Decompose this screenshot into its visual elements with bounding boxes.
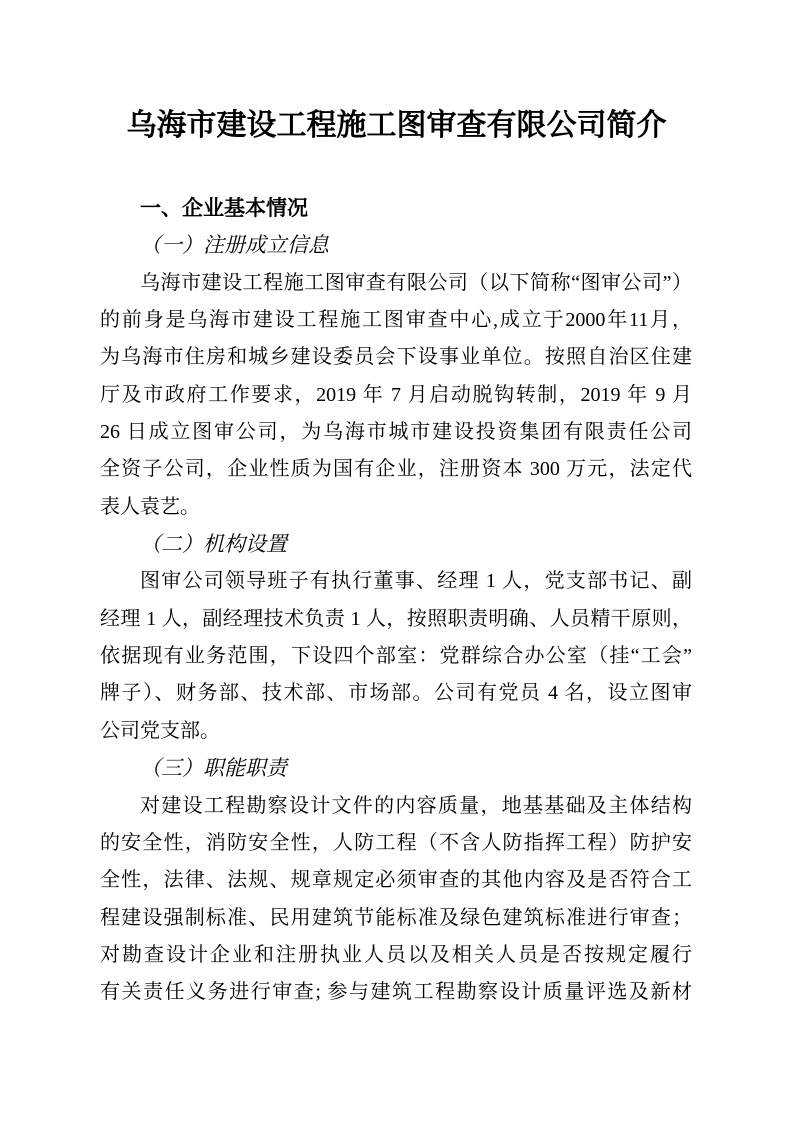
section-organization	[100, 526, 692, 750]
document-title: 乌海市建设工程施工图审查有限公司简介	[126, 109, 667, 142]
text-line: 公司党支部。	[100, 719, 220, 742]
section-1-heading: （一）注册成立信息	[140, 233, 329, 258]
text-line: 对勘查设计企业和注册执业人员以及相关人员是否按规定履行	[100, 943, 692, 966]
document-body	[100, 190, 692, 1012]
text-line: 牌子）、财务部、技术部、市场部。公司有党员 4 名，设立图审	[100, 682, 692, 705]
section-2-paragraph	[100, 563, 692, 750]
text-line: 图审公司领导班子有执行董事、经理 1 人，党支部书记、副	[140, 570, 692, 593]
text-line: 全资子公司，企业性质为国有企业，注册资本 300 万元，法定代	[100, 458, 692, 481]
section-responsibilities	[100, 750, 692, 1011]
text-line: 全性，法律、法规、规章规定必须审查的其他内容及是否符合工	[100, 869, 692, 892]
text-line: 为乌海市住房和城乡建设委员会下设事业单位。按照自治区住建	[100, 346, 692, 369]
text-line: 对建设工程勘察设计文件的内容质量，地基基础及主体结构	[140, 794, 692, 817]
section-3-paragraph	[100, 788, 692, 1012]
text-line: 有关责任义务进行审查; 参与建筑工程勘察设计质量评选及新材	[100, 981, 692, 1004]
chapter-heading: 一、企业基本情况	[140, 197, 308, 220]
section-1-paragraph	[100, 265, 692, 526]
section-registration	[100, 227, 692, 526]
section-3-heading: （三）职能职责	[140, 756, 287, 781]
text-line: 经理 1 人，副经理技术负责 1 人，按照职责明确、人员精干原则，	[100, 607, 692, 630]
text-line: 依据现有业务范围，下设四个部室：党群综合办公室（挂“工会”	[100, 645, 692, 668]
text-line: 的前身是乌海市建设工程施工图审查中心,成立于2000年11月，	[100, 309, 692, 332]
text-line: 26 日成立图审公司，为乌海市城市建设投资集团有限责任公司	[100, 421, 692, 444]
text-line: 程建设强制标准、民用建筑节能标准及绿色建筑标准进行审查；	[100, 906, 692, 929]
text-line: 的安全性，消防安全性，人防工程（不含人防指挥工程）防护安	[100, 831, 692, 854]
text-line: 乌海市建设工程施工图审查有限公司（以下简称“图审公司”）	[140, 271, 692, 294]
section-2-heading: （二）机构设置	[140, 532, 287, 557]
text-line: 表人袁艺。	[100, 495, 200, 518]
text-line: 厅及市政府工作要求，2019 年 7 月启动脱钩转制，2019 年 9 月	[100, 383, 692, 406]
